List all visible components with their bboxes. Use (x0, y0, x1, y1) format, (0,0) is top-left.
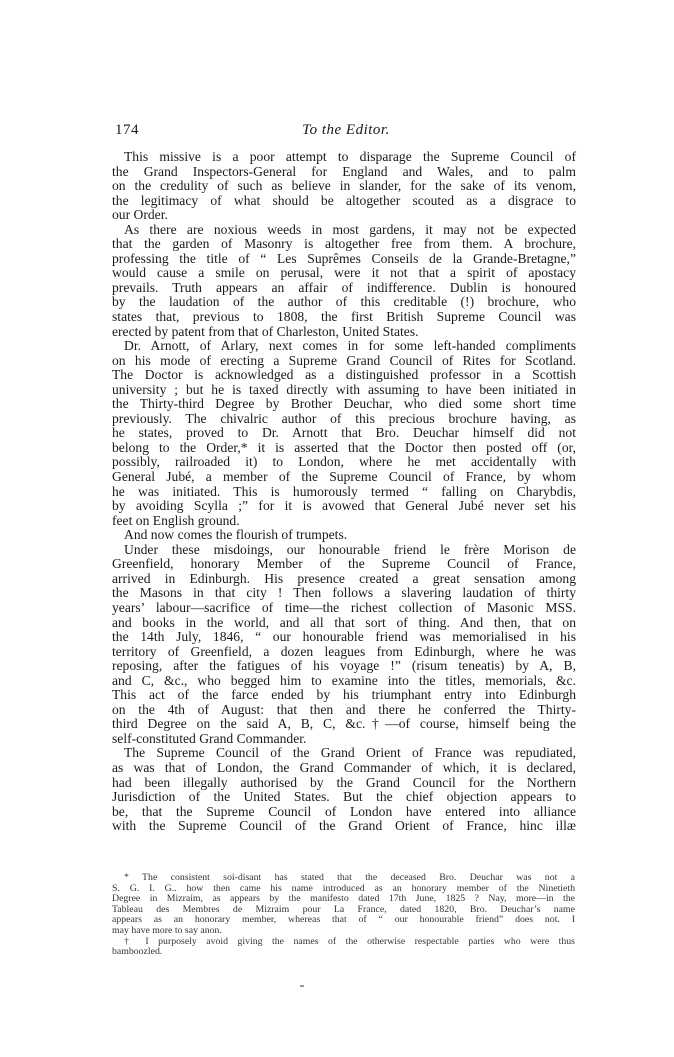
text-line: Under these misdoings, our honourable friend le frère Morison de (124, 541, 576, 557)
running-head: To the Editor. (302, 122, 390, 138)
text-line: by avoiding Scylla ;” for it is avowed that General Jubé never set his (112, 498, 576, 514)
text-line: the 14th July, 1846, “ our honourable friend was memorialised in his (112, 629, 576, 645)
text-line: reposing, after the fatigues of his voyage !” (risum teneatis) by A, B, (112, 658, 576, 674)
footnotes (112, 873, 575, 958)
text-line: with the Supreme Council of the Grand Orient of France, hinc illæ (112, 818, 576, 834)
text-line: by the laudation of the author of this creditable (!) brochure, who (112, 294, 576, 310)
text-line: third Degree on the said A, B, C, &c.†—of course, himself being the (112, 716, 576, 732)
text-line: as was that of London, the Grand Commander of which, it is declared, (112, 759, 576, 775)
footnote-line: may have more to say anon. (112, 924, 222, 936)
text-line: on his mode of erecting a Supreme Grand Council of Rites for Scotland. (112, 352, 576, 368)
text-line: he states, proved to Dr. Arnott that Bro. Deuchar himself did not (112, 425, 576, 441)
footnote-line: Degree in Mizraim, as appears by the manifesto dated 17th June, 1825 ? Nay, more—in the (112, 893, 575, 905)
text-line: and C, &c., who begged him to examine into the titles, memorials, &c. (112, 672, 576, 688)
footnote-line: Tableau des Membres de Mizraim pour La France, dated 1820, Bro. Deuchar’s name (112, 903, 575, 915)
text-line: This missive is a poor attempt to disparage the Supreme Council of (124, 149, 576, 164)
text-line: Jurisdiction of the United States. But the chief objection appears to (112, 789, 576, 805)
text-line: our Order. (112, 207, 168, 223)
text-line: the legitimacy of what should be altogether scouted as a disgrace to (112, 192, 576, 208)
text-line: self-constituted Grand Commander. (112, 730, 307, 746)
text-line: on the 4th of August: that then and there he conferred the Thirty- (112, 701, 576, 717)
text-line: had been illegally authorised by the Grand Council for the Northern (112, 774, 576, 790)
text-line: professing the title of “ Les Suprêmes Conseils de la Grande-Bretagne,” (112, 250, 576, 266)
text-line: would cause a smile on perusal, were it not that a spirit of apostacy (112, 265, 576, 281)
text-line: Dr. Arnott, of Arlary, next comes in for some left-handed compliments (124, 338, 576, 354)
text-line: General Jubé, a member of the Supreme Council of France, by whom (112, 469, 576, 485)
text-line: the Thirty-third Degree by Brother Deuchar, who died some short time (112, 396, 576, 412)
text-line: be, that the Supreme Council of London have entered into alliance (112, 803, 576, 819)
text-line: belong to the Order,* it is asserted that the Doctor then posted off (or, (112, 439, 576, 455)
printer-mark (300, 985, 304, 987)
text-line: The Doctor is acknowledged as a distinguished professor in a Scottish (112, 367, 576, 383)
page-header (115, 122, 577, 142)
text-line: on the credulity of such as believe in slander, for the sake of its venom, (112, 178, 576, 194)
text-line: As there are noxious weeds in most gardens, it may not be expected (124, 221, 576, 237)
text-line: the Masons in that city ! Then follows a slavering laudation of thirty (112, 585, 576, 601)
text-line: he was initiated. This is humorously termed “ falling on Charybdis, (112, 483, 576, 499)
text-line: Greenfield, honorary Member of the Supreme Council of France, (112, 556, 576, 572)
text-line: possibly, railroaded it) to London, where he met accidentally with (112, 454, 576, 470)
text-line: prevails. Truth appears an affair of indifference. Dublin is honoured (112, 279, 576, 295)
footnote-line: † I purposely avoid giving the names of the otherwise respectable parties who were thus (124, 935, 575, 947)
text-line: states that, previous to 1808, the first British Supreme Council was (112, 309, 576, 325)
text-line: university ; but he is taxed directly with assuming to have been initiated in (112, 381, 576, 397)
text-line: years’ labour—sacrifice of time—the richest collection of Masonic MSS. (112, 599, 576, 615)
text-line: The Supreme Council of the Grand Orient of France was repudiated, (124, 745, 576, 761)
text-line: and books in the world, and all that sort of thing. And then, that on (112, 614, 576, 630)
text-line: arrived in Edinburgh. His presence created a great sensation among (112, 570, 576, 586)
footnote-line: S. G. I. G.. how then came his name introduced as an honorary member of the Ninetieth (112, 882, 575, 894)
page-number: 174 (115, 122, 139, 138)
text-line: that the garden of Masonry is altogether free from them. A brochure, (112, 236, 576, 252)
text-line: And now comes the flourish of trumpets. (124, 527, 348, 543)
footnote-line: bamboozled. (112, 946, 163, 958)
body-text (112, 150, 576, 834)
text-line: the Grand Inspectors-General for England and Wales, and to palm (112, 163, 576, 179)
text-line: This act of the farce ended by his triumphant entry into Edinburgh (112, 687, 576, 703)
text-line: erected by patent from that of Charleston, United States. (112, 323, 419, 339)
text-line: previously. The chivalric author of this precious brochure having, as (112, 410, 576, 426)
footnote-line: * The consistent soi-disant has stated that the deceased Bro. Deuchar was not a (124, 872, 575, 883)
text-line: feet on English ground. (112, 512, 240, 528)
footnote-line: appears as an honorary member, whereas that of “ our honourable friend” does not. I (112, 914, 575, 926)
text-line: territory of Greenfield, a dozen leagues from Edinburgh, where he was (112, 643, 576, 659)
